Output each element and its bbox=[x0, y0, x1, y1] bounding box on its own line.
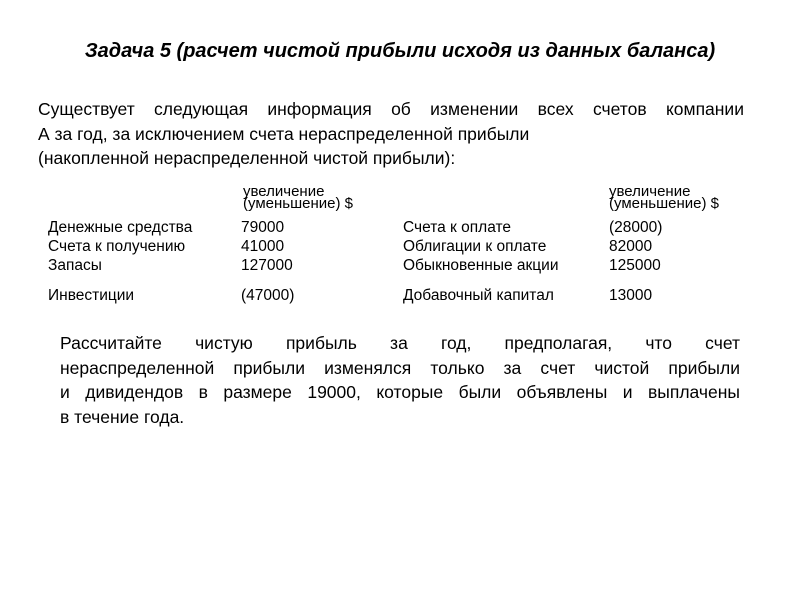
intro-line: Существует следующая информация об изменении всех счетов компании bbox=[38, 99, 744, 119]
row-right-value: 82000 bbox=[609, 238, 653, 255]
row-left-label: Запасы bbox=[48, 257, 102, 274]
row-left-value: (47000) bbox=[241, 287, 295, 304]
row-right-label: Счета к оплате bbox=[403, 219, 512, 236]
row-left-value: 41000 bbox=[241, 238, 285, 255]
row-left-value: 79000 bbox=[241, 219, 285, 236]
row-right-value: (28000) bbox=[609, 219, 663, 236]
row-right-label: Облигации к оплате bbox=[403, 238, 547, 255]
row-right-label: Добавочный капитал bbox=[403, 287, 554, 304]
row-right-value: 125000 bbox=[609, 257, 661, 274]
task-line: Рассчитайте чистую прибыль за год, предполагая, что счет bbox=[60, 333, 740, 353]
task-paragraph bbox=[60, 331, 740, 429]
row-right-label: Обыкновенные акции bbox=[403, 257, 559, 274]
row-left-value: 127000 bbox=[241, 257, 293, 274]
row-left-label: Денежные средства bbox=[48, 219, 193, 236]
row-right-value: 13000 bbox=[609, 287, 653, 304]
task-line: нераспределенной прибыли изменялся только за счет чистой прибыли bbox=[60, 357, 740, 378]
left-header-bottom: (уменьшение) $ bbox=[243, 195, 353, 212]
row-left-label: Инвестиции bbox=[48, 287, 135, 304]
row-left-label: Счета к получению bbox=[48, 238, 186, 255]
right-header-top: увеличение bbox=[609, 183, 691, 200]
intro-line: (накопленной нераспределенной чистой прибыли): bbox=[38, 148, 456, 168]
right-header-bottom: (уменьшение) $ bbox=[609, 195, 719, 212]
intro-line: А за год, за исключением счета нераспределенной прибыли bbox=[38, 123, 530, 144]
task-line: и дивидендов в размере 19000, которые были объявлены и выплачены bbox=[60, 382, 740, 402]
page-title: Задача 5 (расчет чистой прибыли исходя из данных баланса) bbox=[84, 40, 716, 62]
left-header-top: увеличение bbox=[243, 183, 325, 200]
task-line: в течение года. bbox=[60, 406, 185, 427]
